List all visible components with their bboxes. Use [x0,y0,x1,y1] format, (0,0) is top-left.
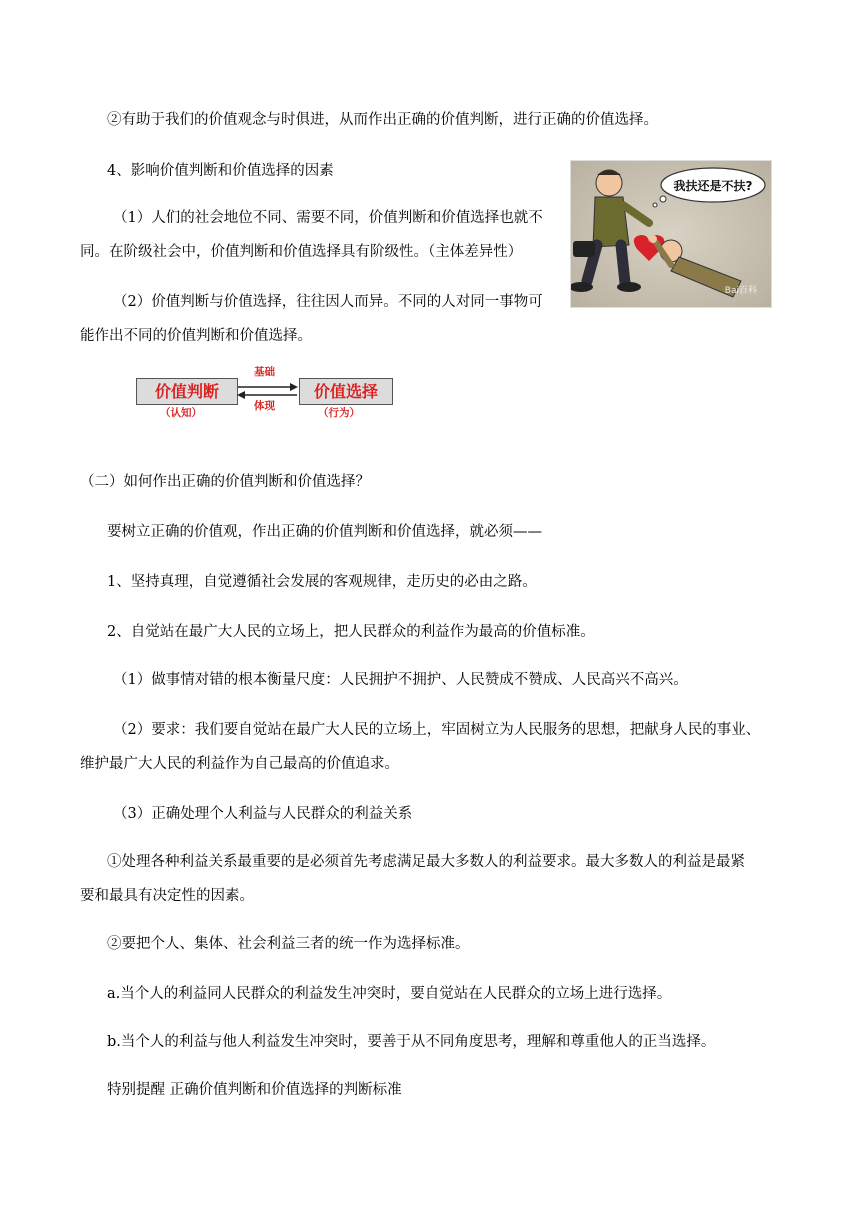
speech-text: 我扶还是不扶? [673,179,753,193]
paragraph-line: 能作出不同的价值判断和价值选择。 [80,328,312,344]
paragraph-line: 2、自觉站在最广大人民的立场上，把人民群众的利益作为最高的价值标准。 [107,624,595,640]
paragraph-line: a.当个人的利益同人民群众的利益发生冲突时，要自觉站在人民群众的立场上进行选择。 [107,986,672,1002]
paragraph-line: 同。在阶级社会中，价值判断和价值选择具有阶级性。（主体差异性） [80,244,523,260]
box-value-judgment: 价值判断 [136,378,238,405]
value-diagram [136,366,396,424]
caption-behavior: （行为） [318,407,360,419]
paragraph-line: 要和最具有决定性的因素。 [80,888,254,904]
paragraph-line: ②有助于我们的价值观念与时俱进，从而作出正确的价值判断，进行正确的价值选择。 [107,112,658,128]
paragraph-line: 1、坚持真理，自觉遵循社会发展的客观规律，走历史的必由之路。 [107,574,537,590]
paragraph-line: 要树立正确的价值观，作出正确的价值判断和价值选择，就必须—— [107,524,542,540]
paragraph-line: （3）正确处理个人利益与人民群众的利益关系 [113,806,413,822]
section-heading: 4、影响价值判断和价值选择的因素 [107,163,334,179]
arrow-label-bottom: 体现 [254,400,275,412]
paragraph-line: b.当个人的利益与他人利益发生冲突时，要善于从不同角度思考，理解和尊重他人的正当选择。 [107,1034,716,1050]
paragraph-line: （2）要求：我们要自觉站在最广大人民的立场上，牢固树立为人民服务的思想，把献身人民的事业、 [113,722,761,738]
cartoon-image [571,161,771,307]
paragraph-line: ①处理各种利益关系最重要的是必须首先考虑满足最大多数人的利益要求。最大多数人的利益是最紧 [107,854,745,870]
paragraph-line: （1）人们的社会地位不同、需要不同，价值判断和价值选择也就不 [113,210,543,226]
paragraph-line: （2）价值判断与价值选择，往往因人而异。不同的人对同一事物可 [113,294,543,310]
arrow-label-top: 基础 [254,366,275,378]
section-heading: 特别提醒 正确价值判断和价值选择的判断标准 [107,1082,402,1098]
paragraph-line: 维护最广大人民的利益作为自己最高的价值追求。 [80,756,399,772]
paragraph-line: ②要把个人、集体、社会利益三者的统一作为选择标准。 [107,936,470,952]
section-heading: （二）如何作出正确的价值判断和价值选择？ [80,474,370,490]
caption-cognition: （认知） [160,407,202,419]
watermark-text: Bai百科 [724,286,757,296]
box-value-choice: 价值选择 [299,378,393,405]
paragraph-line: （1）做事情对错的根本衡量尺度：人民拥护不拥护、人民赞成不赞成、人民高兴不高兴。 [113,672,688,688]
illustration-cartoon [570,160,772,308]
